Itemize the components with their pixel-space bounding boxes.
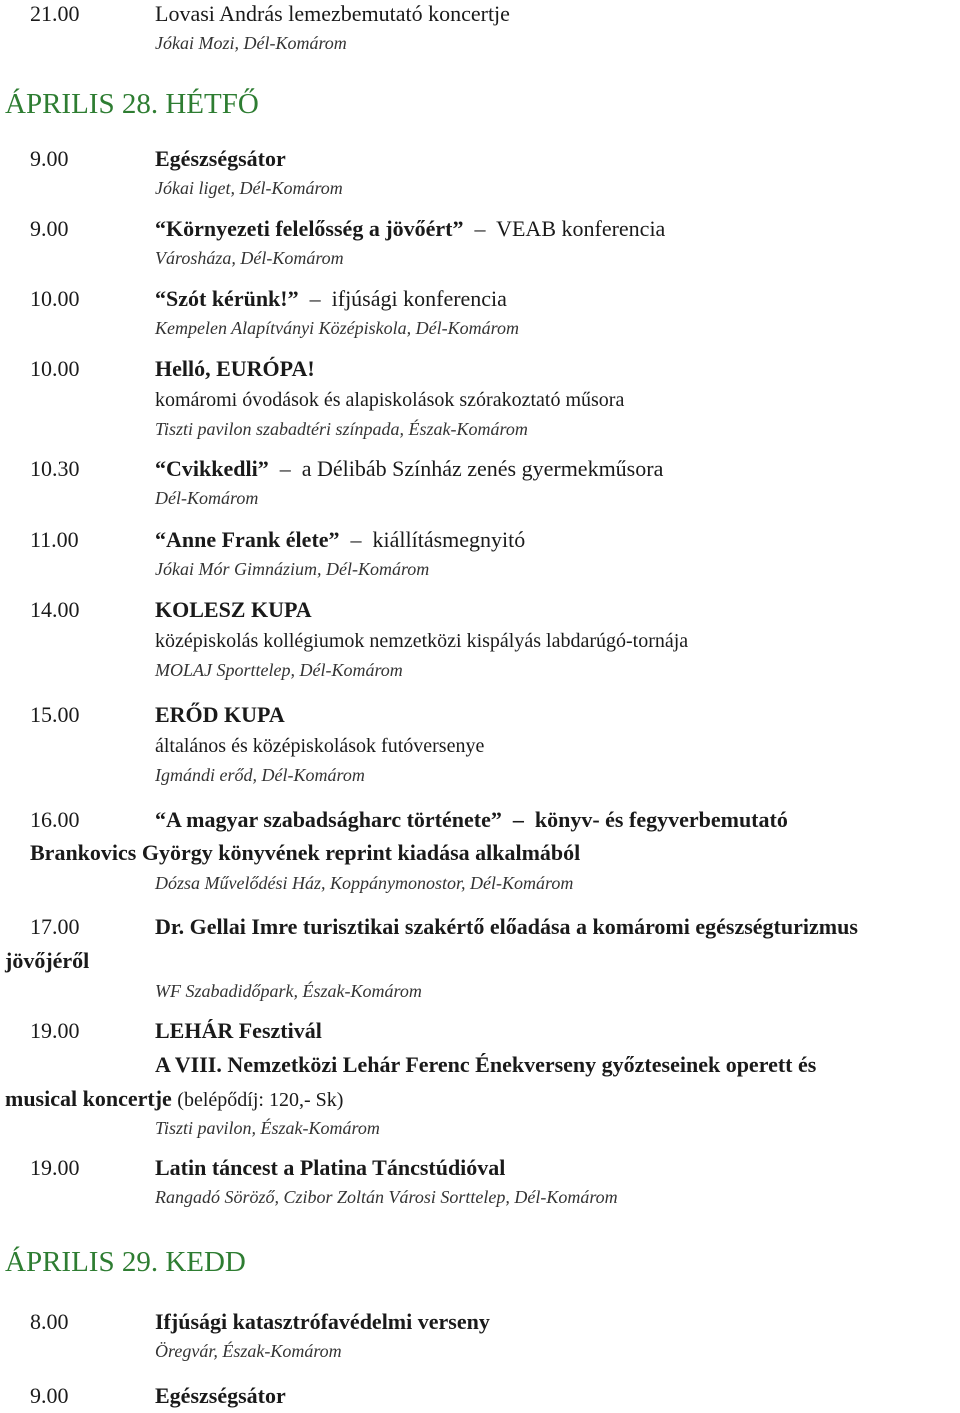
- event-title-line: [155, 288, 507, 310]
- event-title: ERŐD KUPA: [155, 702, 285, 727]
- dash: –: [507, 807, 530, 832]
- event-time: 9.00: [30, 1383, 69, 1408]
- event-subtitle: a Délibáb Színház zenés gyermekműsora: [301, 456, 664, 481]
- event-subtitle: könyv- és fegyverbemutató: [534, 807, 788, 832]
- date-heading: ÁPRILIS 28. HÉTFŐ: [5, 88, 259, 120]
- event-title: “Szót kérünk!”: [155, 286, 299, 311]
- event-time: 10.00: [30, 356, 80, 381]
- event-location: WF Szabadidőpark, Észak-Komárom: [155, 981, 422, 1001]
- date-heading: ÁPRILIS 29. KEDD: [5, 1246, 246, 1278]
- event-title: Egészségsátor: [155, 146, 286, 171]
- event-title: “A magyar szabadságharc története”: [155, 807, 502, 832]
- dash: –: [274, 456, 297, 481]
- event-subtitle: ifjúsági konferencia: [331, 286, 507, 311]
- event-title: “Anne Frank élete”: [155, 527, 340, 552]
- event-time: 17.00: [30, 914, 80, 939]
- event-time: 8.00: [30, 1309, 69, 1334]
- event-title: Lovasi András lemezbemutató koncertje: [155, 1, 510, 26]
- event-title: “Környezeti felelősség a jövőért”: [155, 216, 464, 241]
- event-title: Helló, EURÓPA!: [155, 356, 315, 381]
- event-location: Jókai Mór Gimnázium, Dél-Komárom: [155, 559, 430, 579]
- event-title: LEHÁR Fesztivál: [155, 1018, 322, 1043]
- event-title-line: [155, 529, 525, 551]
- event-title: Latin táncest a Platina Táncstúdióval: [155, 1155, 506, 1180]
- event-time: 11.00: [30, 527, 79, 552]
- event-location: Jókai Mozi, Dél-Komárom: [155, 33, 347, 53]
- event-title-line: [155, 809, 788, 831]
- event-description-bold: musical koncertje: [5, 1086, 172, 1111]
- event-subtitle: kiállításmegnyitó: [372, 527, 526, 552]
- event-title: “Cvikkedli”: [155, 456, 269, 481]
- event-time: 21.00: [30, 1, 80, 26]
- event-location: Kempelen Alapítványi Középiskola, Dél-Komárom: [155, 318, 519, 338]
- dash: –: [345, 527, 368, 552]
- event-title: Egészségsátor: [155, 1383, 286, 1408]
- event-location: Dózsa Művelődési Ház, Koppánymonostor, Dél-Komárom: [155, 873, 574, 893]
- event-location: Öregvár, Észak-Komárom: [155, 1341, 342, 1361]
- event-subtitle: VEAB konferencia: [496, 216, 666, 241]
- event-title-continued: Brankovics György könyvének reprint kiadása alkalmából: [30, 840, 581, 865]
- event-time: 19.00: [30, 1155, 80, 1180]
- event-time: 10.30: [30, 456, 80, 481]
- event-title: KOLESZ KUPA: [155, 597, 312, 622]
- event-time: 15.00: [30, 702, 80, 727]
- event-description: komáromi óvodások és alapiskolások szórakoztató műsora: [155, 389, 625, 411]
- event-title-line: [155, 218, 665, 240]
- event-description: A VIII. Nemzetközi Lehár Ferenc Énekverseny győzteseinek operett és: [155, 1052, 817, 1077]
- event-description: általános és középiskolások futóversenye: [155, 735, 485, 757]
- event-time: 19.00: [30, 1018, 80, 1043]
- event-location: Városháza, Dél-Komárom: [155, 248, 344, 268]
- event-time: 16.00: [30, 807, 80, 832]
- event-location: Jókai liget, Dél-Komárom: [155, 178, 343, 198]
- event-title-line: [155, 458, 663, 480]
- event-time: 9.00: [30, 146, 69, 171]
- event-location: Tiszti pavilon, Észak-Komárom: [155, 1118, 380, 1138]
- dash: –: [469, 216, 491, 241]
- event-description: középiskolás kollégiumok nemzetközi kispályás labdarúgó-tornája: [155, 630, 689, 652]
- event-location: Tiszti pavilon szabadtéri színpada, Észak-Komárom: [155, 419, 528, 439]
- event-location: MOLAJ Sporttelep, Dél-Komárom: [155, 660, 403, 680]
- event-title: Dr. Gellai Imre turisztikai szakértő előadása a komáromi egészségturizmus: [155, 914, 858, 939]
- event-location: Igmándi erőd, Dél-Komárom: [155, 765, 365, 785]
- dash: –: [304, 286, 327, 311]
- event-title: Ifjúsági katasztrófavédelmi verseny: [155, 1309, 490, 1334]
- event-fee: (belépődíj: 120,- Sk): [177, 1089, 344, 1111]
- event-location: Dél-Komárom: [155, 488, 259, 508]
- event-time: 9.00: [30, 216, 69, 241]
- event-time: 10.00: [30, 286, 80, 311]
- event-time: 14.00: [30, 597, 80, 622]
- event-title-continued: jövőjéről: [5, 948, 90, 973]
- event-location: Rangadó Söröző, Czibor Zoltán Városi Sorttelep, Dél-Komárom: [155, 1187, 618, 1207]
- event-description-continued: [5, 1088, 343, 1110]
